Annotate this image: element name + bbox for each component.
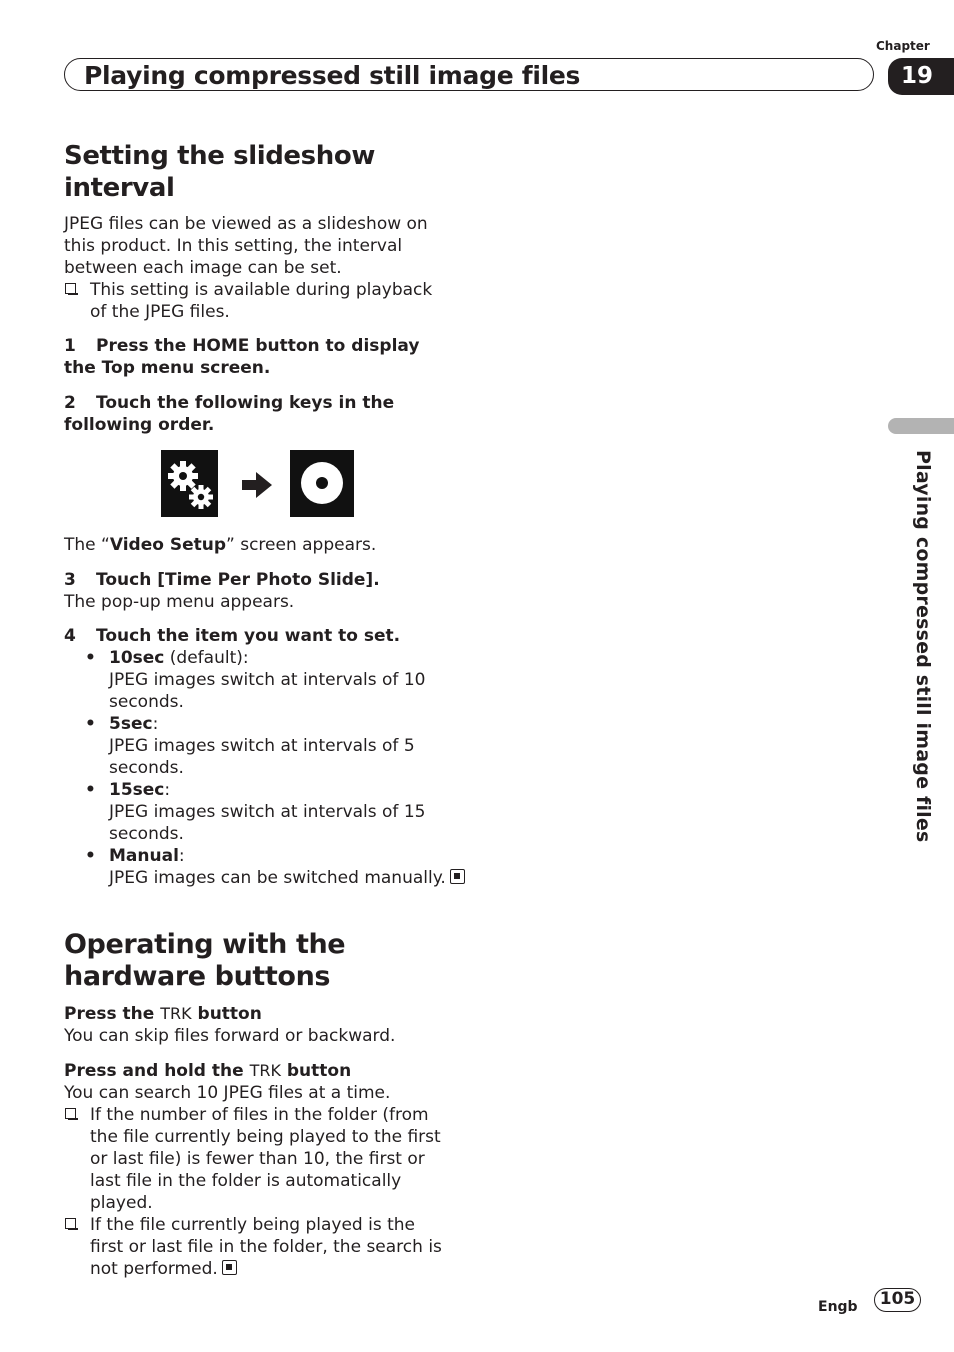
end-mark-icon bbox=[450, 869, 465, 884]
step-3-description: The pop-up menu appears. bbox=[64, 592, 295, 612]
page-number: 105 bbox=[874, 1288, 921, 1312]
option-5sec: • 5sec: JPEG images switch at intervals of 5 seconds. bbox=[85, 714, 415, 778]
step-2: 2 Touch the following keys in the following order. bbox=[64, 393, 395, 435]
note: If the number of files in the folder (from the file currently being played to the first or last file) is fewer than 10, the first or last file in the folder is automatically played. bbox=[64, 1104, 452, 1214]
end-mark-icon bbox=[222, 1260, 237, 1275]
page-title: Playing compressed still image files bbox=[84, 61, 581, 90]
section-heading-hardware: Operating with the hardware buttons bbox=[64, 929, 346, 992]
key-sequence bbox=[64, 450, 454, 522]
disc-icon bbox=[290, 450, 354, 517]
video-setup-text: The “Video Setup” screen appears. bbox=[64, 535, 377, 555]
side-tab-text: Playing compressed still image files bbox=[912, 450, 934, 843]
arrow-right-icon bbox=[240, 470, 274, 504]
option-manual: • Manual: JPEG images can be switched manually. bbox=[64, 845, 489, 889]
step-4: 4 Touch the item you want to set. bbox=[64, 626, 401, 646]
section-heading-slideshow: Setting the slideshow interval bbox=[64, 141, 375, 203]
subheading-press-hold-trk: Press and hold the TRK button bbox=[64, 1061, 352, 1081]
note-checkbox-icon bbox=[65, 283, 76, 294]
intro-paragraph: JPEG files can be viewed as a slideshow on this product. In this setting, the interval between each image can be set. bbox=[64, 214, 428, 278]
chapter-label: Chapter bbox=[876, 39, 930, 53]
press-trk-description: You can skip files forward or backward. bbox=[64, 1026, 396, 1046]
step-3: 3 Touch [Time Per Photo Slide]. bbox=[64, 570, 380, 590]
note-checkbox-icon bbox=[65, 1218, 76, 1229]
step-1: 1 Press the HOME button to display the Top menu screen. bbox=[64, 336, 420, 378]
main-column bbox=[64, 140, 454, 1280]
press-hold-trk-description: You can search 10 JPEG files at a time. bbox=[64, 1083, 391, 1103]
language-code: Engb bbox=[818, 1299, 858, 1315]
subheading-press-trk: Press the TRK button bbox=[64, 1004, 262, 1024]
chapter-number: 19 bbox=[888, 58, 954, 95]
option-10sec: • 10sec (default): JPEG images switch at intervals of 10 seconds. bbox=[85, 648, 426, 712]
note: If the file currently being played is the first or last file in the folder, the search is not performed. bbox=[64, 1214, 452, 1280]
settings-gears-icon bbox=[161, 450, 218, 517]
option-15sec: • 15sec: JPEG images switch at intervals of 15 seconds. bbox=[85, 780, 426, 844]
side-tab-marker bbox=[888, 418, 954, 434]
note: This setting is available during playback of the JPEG files. bbox=[64, 279, 452, 323]
note-checkbox-icon bbox=[65, 1108, 76, 1119]
